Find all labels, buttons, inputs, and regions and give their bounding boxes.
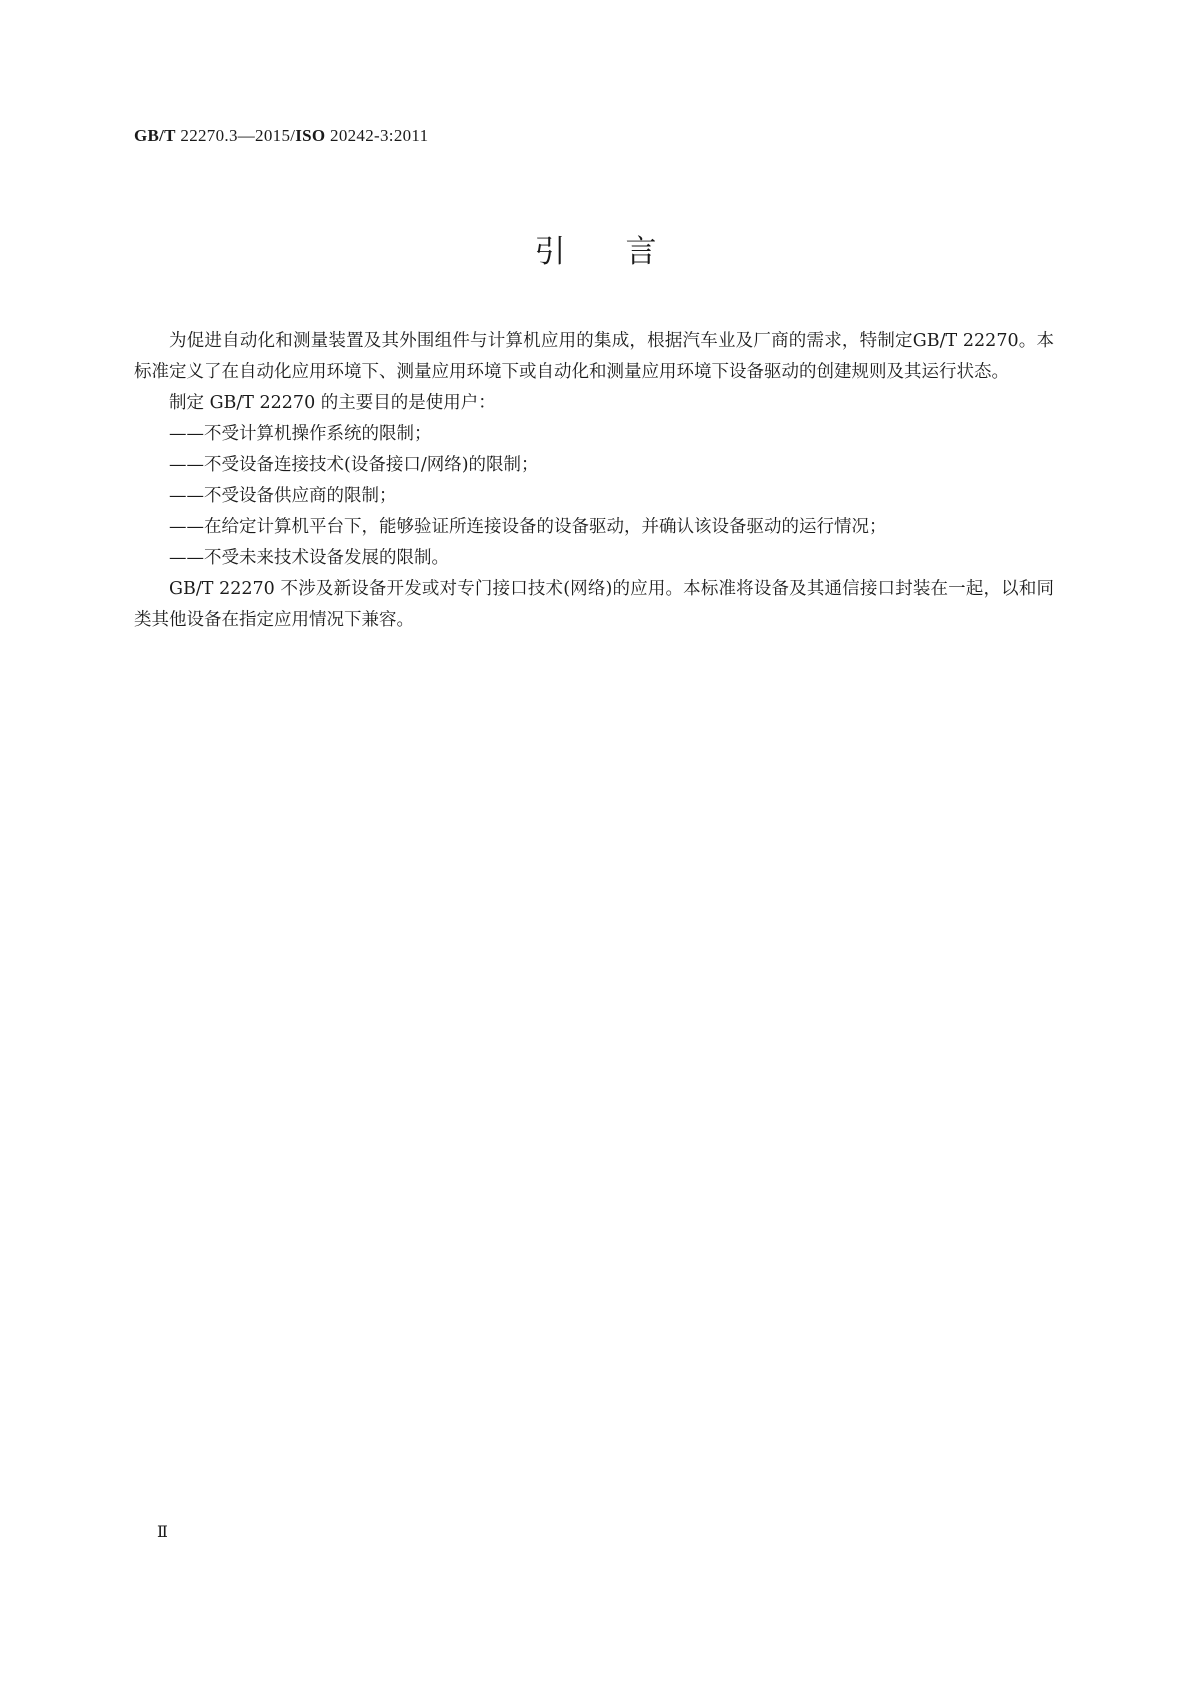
page-number: Ⅱ — [157, 1522, 168, 1541]
list-item: ——在给定计算机平台下，能够验证所连接设备的设备驱动，并确认该设备驱动的运行情况； — [169, 517, 887, 537]
iso-code: ISO — [295, 126, 326, 145]
gb-code: GB/T — [134, 126, 176, 145]
list-item: ——不受计算机操作系统的限制； — [169, 424, 432, 444]
list-item: ——不受设备连接技术(设备接口/网络)的限制； — [169, 455, 539, 475]
list-item: ——不受设备供应商的限制； — [169, 486, 397, 506]
paragraph-intro: 为促进自动化和测量装置及其外围组件与计算机应用的集成，根据汽车业及厂商的需求，特制定GB/T 22270。本标准定义了在自动化应用环境下、测量应用环境下或自动化和测量应用环境下设备驱动的创建规则及其运行状态。 — [134, 331, 1054, 382]
iso-number: 20242-3:2011 — [330, 126, 429, 145]
list-item: ——不受未来技术设备发展的限制。 — [169, 548, 449, 568]
paragraph-scope: GB/T 22270 不涉及新设备开发或对专门接口技术(网络)的应用。本标准将设备及其通信接口封装在一起，以和同类其他设备在指定应用情况下兼容。 — [134, 579, 1054, 630]
paragraph-purpose: 制定 GB/T 22270 的主要目的是使用户： — [169, 393, 496, 413]
body-text — [134, 326, 1054, 636]
standard-header — [134, 126, 428, 146]
section-title: 引言 — [534, 234, 717, 270]
gb-number: 22270.3—2015/ — [180, 126, 296, 145]
